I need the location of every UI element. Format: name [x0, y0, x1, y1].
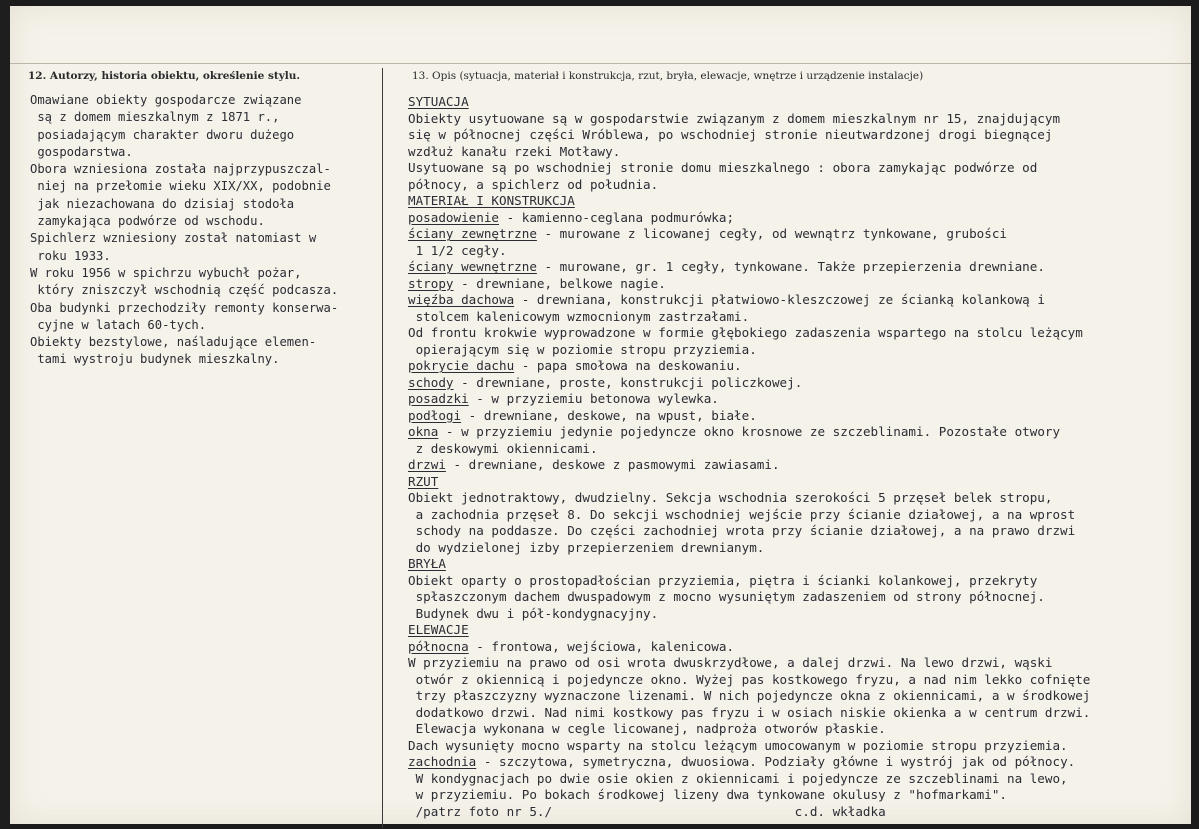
history-line: Spichlerz wzniesiony został natomiast w [30, 231, 317, 246]
line-text: Budynek dwu i pół-kondygnacyjny. [408, 605, 659, 621]
underlined-term: zachodnia [408, 754, 477, 769]
history-line: cyjne w latach 60-tych. [30, 317, 207, 332]
description-line [408, 622, 1188, 639]
history-line: jak niezachowana do dzisiaj stodoła [30, 196, 295, 211]
line-text: - w przyziemiu jedynie pojedyncze okno krosnowe ze szczeblinami. Pozostałe otwory [438, 424, 1061, 439]
line-text: spłaszczonym dachem dwuspadowym z mocno wysuniętym zadaszeniem od strony północnej. [408, 589, 1045, 604]
description-line [408, 589, 1188, 606]
underlined-term: ściany zewnętrzne [408, 226, 537, 241]
line-text: /patrz foto nr 5./ c.d. wkładka [408, 803, 886, 819]
underlined-term: SYTUACJA [408, 94, 469, 109]
description-line [408, 177, 1188, 194]
column-divider [382, 68, 383, 828]
history-line: który zniszczył wschodnią część podcasza. [30, 283, 339, 298]
line-text: - drewniane, proste, konstrukcji policzkowej. [453, 374, 803, 390]
history-line: zamykająca podwórze od wschodu. [30, 214, 265, 229]
description-line [408, 507, 1188, 524]
line-text: - w przyziemiu betonowa wylewka. [468, 391, 719, 406]
description-line [408, 771, 1188, 788]
line-text: Elewacja wykonana w cegle licowanej, nadproża otworów płaskie. [408, 721, 886, 736]
line-text: do wydzielonej izby przepierzeniem drewnianym. [408, 539, 765, 555]
description-line [408, 292, 1188, 309]
description-line [408, 787, 1188, 804]
underlined-term: schody [408, 374, 454, 390]
line-text: w przyziemiu. Po bokach środkowej lizeny dwa tynkowane okulusy z "hofmarkami". [408, 787, 1007, 802]
line-text: - papa smołowa na deskowaniu. [514, 358, 742, 373]
history-line: Obiekty bezstylowe, naśladujące elemen- [30, 335, 317, 350]
underlined-term: ściany wewnętrzne [408, 259, 537, 274]
line-text: dodatkowo drzwi. Nad nimi kostkowy pas fryzu i w osiach niskie okienka a w centrum drzwi. [408, 704, 1091, 720]
underlined-term: podłogi [408, 407, 462, 423]
underlined-term: okna [408, 424, 439, 439]
line-text: północy, a spichlerz od południa. [408, 176, 659, 192]
line-text: W przyziemiu na prawo od osi wrota dwuskrzydłowe, a dalej drzwi. Na lewo drzwi, wąski [408, 655, 1053, 670]
underlined-term: posadzki [408, 391, 469, 406]
line-text: Usytuowane są po wschodniej stronie domu mieszkalnego : obora zamykając podwórze od [408, 160, 1038, 175]
description-line [408, 523, 1188, 540]
line-text: - drewniane, deskowe, na wpust, białe. [461, 407, 757, 423]
history-line: Obora wzniesiona została najprzypuszczal- [30, 162, 331, 177]
description-line [408, 342, 1188, 359]
line-text: wzdłuż kanału rzeki Motławy. [408, 143, 621, 159]
description-line [408, 639, 1188, 656]
line-text: otwór z okiennicą i pojedyncze okno. Wyżej pas kostkowego fryzu, a nad nim lekko cofnięte [408, 671, 1091, 687]
line-text: opierającym się w poziomie stropu przyziemia. [408, 341, 757, 357]
underlined-term: BRYŁA [408, 556, 446, 571]
underlined-term: pokrycie dachu [408, 358, 515, 373]
underlined-term: drzwi [408, 457, 446, 472]
description-line [408, 193, 1188, 210]
underlined-term: RZUT [408, 473, 439, 489]
line-text: - murowane z licowanej cegły, od wewnątrz tynkowane, grubości [536, 226, 1007, 241]
line-text: - drewniana, konstrukcji płatwiowo-kleszczowej ze ścianką kolankową i [514, 292, 1045, 307]
history-line: są z domem mieszkalnym z 1871 r., [30, 110, 280, 125]
description-line [408, 144, 1188, 161]
description-line [408, 738, 1188, 755]
description-line [408, 127, 1188, 144]
description-line [408, 210, 1188, 227]
description-line [408, 672, 1188, 689]
description-line [408, 424, 1188, 441]
description-line [408, 540, 1188, 557]
right-column-header: 13. Opis (sytuacja, materiał i konstrukcja, rzut, bryła, elewacje, wnętrze i urządzenie instalacje) [412, 70, 924, 82]
description-line [408, 688, 1188, 705]
underlined-term: północna [408, 638, 469, 654]
description-line [408, 391, 1188, 408]
description-line [408, 259, 1188, 276]
description-line [408, 457, 1188, 474]
line-text: Obiekty usytuowane są w gospodarstwie związanym z domem mieszkalnym nr 15, znajdującym [408, 110, 1061, 126]
description-line [408, 721, 1188, 738]
description-line [408, 573, 1188, 590]
description-line [408, 441, 1188, 458]
description-line [408, 804, 1188, 821]
description-line [408, 243, 1188, 260]
line-text: - szczytowa, symetryczna, dwuosiowa. Podziały główne i wystrój jak od północy. [476, 754, 1076, 769]
underlined-term: posadowienie [408, 209, 499, 225]
left-column-header: 12. Autorzy, historia obiektu, określenie stylu. [28, 70, 301, 82]
description-line [408, 309, 1188, 326]
document-card [10, 6, 1191, 824]
line-text: Obiekt jednotraktowy, dwudzielny. Sekcja wschodnia szerokości 5 przęseł belek stropu, [408, 490, 1053, 505]
description-line [408, 160, 1188, 177]
line-text: Od frontu krokwie wyprowadzone w formie głębokiego zadaszenia wspartego na stolcu leżącym [408, 325, 1083, 340]
history-line: Omawiane obiekty gospodarcze związane [30, 93, 302, 107]
history-line: tami wystroju budynek mieszkalny. [30, 352, 280, 367]
history-line: niej na przełomie wieku XIX/XX, podobnie [30, 179, 331, 194]
description-line [408, 705, 1188, 722]
line-text: - kamienno-ceglana podmurówka; [499, 209, 735, 225]
description-line [408, 490, 1188, 507]
history-line: gospodarstwa. [30, 144, 133, 159]
line-text: a zachodnia przęseł 8. Do sekcji wschodniej wejście przy ścianie działowej, a na wprost [408, 506, 1076, 522]
description-line [408, 606, 1188, 623]
scan-edge [0, 0, 10, 829]
line-text: Obiekt oparty o prostopadłościan przyziemia, piętra i ścianki kolankowej, przekryty [408, 572, 1038, 588]
line-text: schody na poddasze. Do części zachodniej wrota przy ścianie działowej, a na prawo drzwi [408, 523, 1076, 538]
line-text: - frontowa, wejściowa, kalenicowa. [468, 638, 735, 654]
description-line [408, 655, 1188, 672]
line-text: się w północnej części Wróblewa, po wschodniej stronie nieutwardzonej drogi biegnącej [408, 127, 1053, 142]
description-line [408, 94, 1188, 111]
history-text-column [30, 92, 375, 369]
line-text: trzy płaszczyzny wyznaczone lizenami. W nich pojedyncze okna z okiennicami, a w środkowej [408, 688, 1091, 703]
history-line: W roku 1956 w spichrzu wybuchł pożar, [30, 265, 302, 280]
line-text: - murowane, gr. 1 cegły, tynkowane. Także przepierzenia drewniane. [536, 259, 1045, 274]
description-line [408, 556, 1188, 573]
description-line [408, 325, 1188, 342]
underlined-term: ELEWACJE [408, 622, 469, 637]
description-line [408, 226, 1188, 243]
underlined-term: MATERIAŁ I KONSTRUKCJA [408, 193, 575, 208]
line-text: - drewniane, deskowe z pasmowymi zawiasami. [445, 457, 780, 472]
top-rule [10, 63, 1191, 64]
description-line [408, 111, 1188, 128]
line-text: stolcem kalenicowym wzmocnionym zastrzałami. [408, 308, 750, 324]
description-line [408, 358, 1188, 375]
history-line: posiadającym charakter dworu dużego [30, 127, 295, 142]
history-line: roku 1933. [30, 248, 111, 263]
line-text: Dach wysunięty mocno wsparty na stolcu leżącym umocowanym w poziomie stropu przyziemia. [408, 737, 1068, 753]
description-line [408, 474, 1188, 491]
line-text: - drewniane, belkowe nagie. [453, 275, 666, 291]
description-line [408, 375, 1188, 392]
description-line [408, 276, 1188, 293]
underlined-term: więźba dachowa [408, 292, 515, 307]
description-line [408, 408, 1188, 425]
history-line: Oba budynki przechodziły remonty konserwa- [30, 300, 339, 315]
underlined-term: stropy [408, 275, 454, 291]
description-text-column [408, 94, 1188, 820]
line-text: 1 1/2 cegły. [408, 242, 507, 258]
line-text: W kondygnacjach po dwie osie okien z okiennicami i pojedyncze ze szczeblinami na lewo, [408, 770, 1068, 786]
line-text: z deskowymi okiennicami. [408, 440, 598, 456]
description-line [408, 754, 1188, 771]
